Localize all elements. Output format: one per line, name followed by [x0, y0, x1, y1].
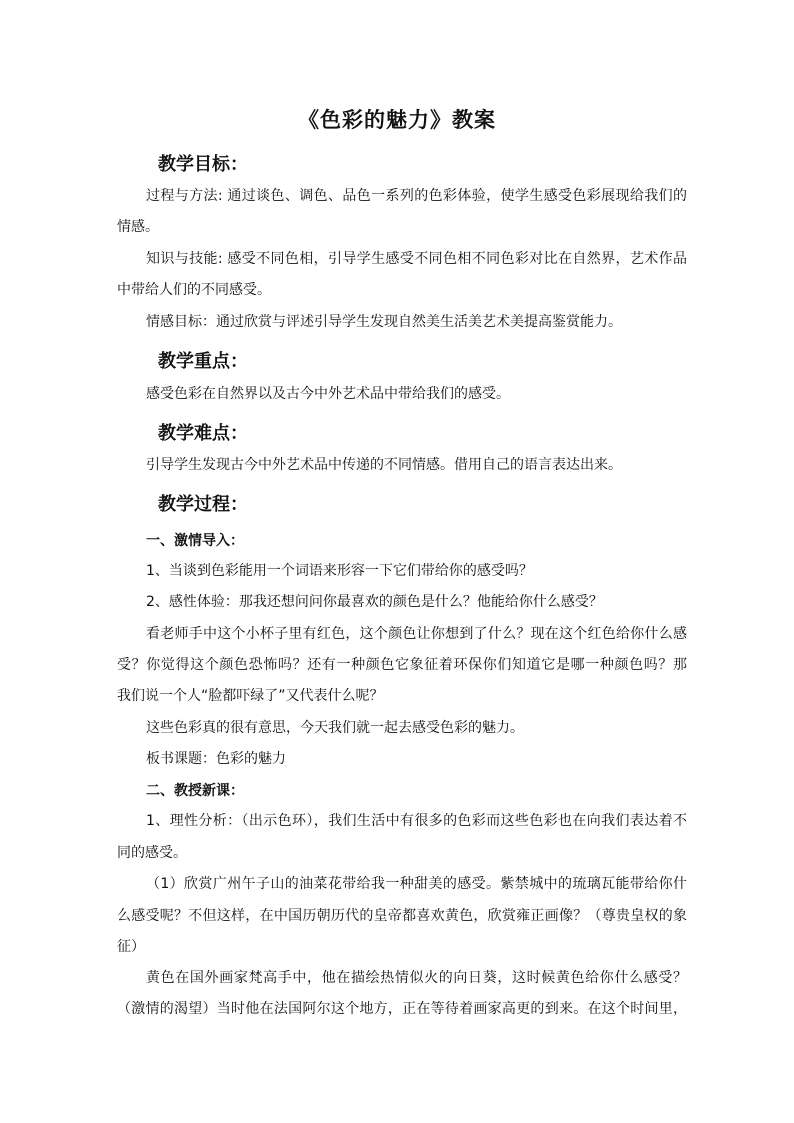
goal-process-line2: 情感。 [117, 219, 159, 235]
section2-item1-line2: 同的感受。 [117, 845, 187, 861]
section2-para-line2: （激情的渴望）当时他在法国阿尔这个地方，正在等待着画家高更的到来。在这个时间里， [117, 1001, 687, 1017]
difficulties-text: 引导学生发现古今中外艺术品中传递的不同情感。借用自己的语言表达出来。 [146, 457, 622, 473]
section1-item2: 2、感性体验：那我还想问问你最喜欢的颜色是什么？他能给你什么感受？ [146, 594, 603, 610]
section2-item1-line1: 1、理性分析：（出示色环），我们生活中有很多的色彩而这些色彩也在向我们表达着不 [146, 813, 687, 829]
section2-sub1-line1: （1）欣赏广州午子山的油菜花带给我一种甜美的感受。紫禁城中的琉璃瓦能带给你什 [146, 876, 687, 892]
section1-heading: 一、激情导入： [146, 533, 244, 549]
section1-para1-line2: 受？你觉得这个颜色恐怖吗？还有一种颜色它象征着环保你们知道它是哪一种颜色吗？那 [117, 657, 687, 673]
goal-knowledge-line2: 中带给人们的不同感受。 [117, 282, 271, 298]
heading-difficulties: 教学难点： [158, 423, 248, 444]
section2-para-line1: 黄色在国外画家梵高手中，他在描绘热情似火的向日葵，这时候黄色给你什么感受？ [146, 970, 687, 986]
section1-board-title: 板书课题：色彩的魅力 [146, 751, 286, 767]
key-points-text: 感受色彩在自然界以及古今中外艺术品中带给我们的感受。 [146, 386, 510, 402]
section2-heading: 二、教授新课： [146, 783, 244, 799]
goal-knowledge-line1: 知识与技能: 感受不同色相，引导学生感受不同色相不同色彩对比在自然界，艺术作品 [146, 251, 687, 267]
goal-process-line1: 过程与方法: 通过谈色、调色、品色一系列的色彩体验，使学生感受色彩展现给我们的 [146, 188, 687, 204]
section1-item1: 1、当谈到色彩能用一个词语来形容一下它们带给你的感受吗？ [146, 563, 533, 579]
document-title: 《色彩的魅力》教案 [298, 107, 496, 132]
goal-emotion: 情感目标：通过欣赏与评述引导学生发现自然美生活美艺术美提高鉴赏能力。 [146, 314, 622, 330]
heading-teaching-goals: 教学目标： [158, 154, 248, 175]
section1-para1-line3: 我们说一个人“脸都吓绿了”又代表什么呢？ [117, 688, 384, 704]
heading-teaching-process: 教学过程： [158, 494, 248, 515]
section2-sub1-line3: 征） [117, 939, 145, 955]
section2-sub1-line2: 么感受呢？不但这样，在中国历朝历代的皇帝都喜欢黄色，欣赏雍正画像？（尊贵皇权的象 [117, 908, 687, 924]
section1-para2: 这些色彩真的很有意思，今天我们就一起去感受色彩的魅力。 [146, 720, 524, 736]
heading-key-points: 教学重点： [158, 351, 248, 372]
section1-para1-line1: 看老师手中这个小杯子里有红色，这个颜色让你想到了什么？现在这个红色给你什么感 [146, 626, 687, 642]
